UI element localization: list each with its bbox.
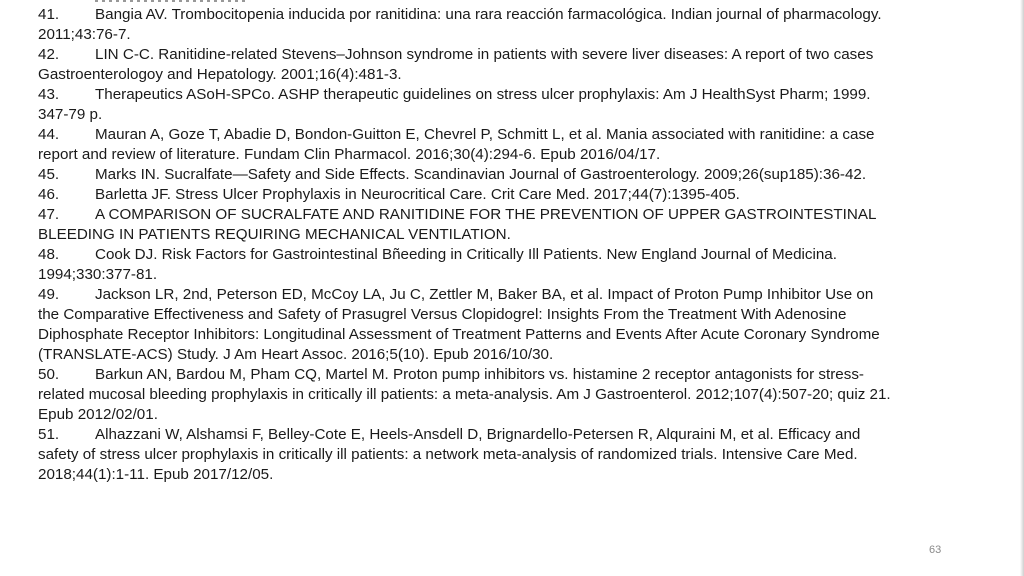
reference-item: [38, 285, 898, 365]
reference-number: 48.: [38, 246, 60, 263]
reference-number: 50.: [38, 366, 60, 383]
reference-item: [38, 85, 898, 125]
reference-item: [38, 365, 898, 425]
reference-number: 42.: [38, 46, 60, 63]
reference-list: [38, 5, 898, 485]
reference-text: Therapeutics ASoH-SPCo. ASHP therapeutic guidelines on stress ulcer prophylaxis: Am J HealthSyst Pharm; 1999. 347-79 p.: [38, 86, 871, 123]
reference-text: Jackson LR, 2nd, Peterson ED, McCoy LA, Ju C, Zettler M, Baker BA, et al. Impact of Proton Pump Inhibitor Use on the Comparative Effectiveness and Safety of Prasugrel Versus Clopidogrel: Insights From the Treatment With Adenosine Diphosphate Receptor Inhibitors: Longitudinal Assessment of Treatment Patterns and Events After Acute Coronary Syndrome (TRANSLATE-ACS) Study. J Am Heart Assoc. 2016;5(10). Epub 2016/10/30.: [38, 286, 880, 363]
reference-number: 45.: [38, 166, 60, 183]
reference-item: [38, 165, 898, 185]
reference-text: Alhazzani W, Alshamsi F, Belley-Cote E, Heels-Ansdell D, Brignardello-Petersen R, Alquraini M, et al. Efficacy and safety of stress ulcer prophylaxis in critically ill patients: a network meta-analysis of randomized trials. Intensive Care Med. 2018;44(1):1-11. Epub 2017/12/05.: [38, 426, 861, 483]
reference-number: 43.: [38, 86, 60, 103]
page-number: 63: [929, 544, 942, 556]
reference-item: [38, 5, 898, 45]
reference-text: LIN C-C. Ranitidine-related Stevens–Johnson syndrome in patients with severe liver diseases: A report of two cases Gastroenterologoy and Hepatology. 2001;16(4):481-3.: [38, 46, 874, 83]
reference-text: Cook DJ. Risk Factors for Gastrointestinal Bñeeding in Critically Ill Patients. New England Journal of Medicina. 1994;330:377-81.: [38, 246, 837, 283]
reference-item: [38, 245, 898, 285]
reference-text: A COMPARISON OF SUCRALFATE AND RANITIDINE FOR THE PREVENTION OF UPPER GASTROINTESTINAL BLEEDING IN PATIENTS REQUIRING MECHANICAL VENTILATION.: [38, 206, 876, 243]
reference-number: 41.: [38, 6, 60, 23]
reference-item: [38, 185, 898, 205]
reference-number: 47.: [38, 206, 60, 223]
reference-item: [38, 425, 898, 485]
reference-item: [38, 45, 898, 85]
reference-number: 51.: [38, 426, 60, 443]
reference-text: Bangia AV. Trombocitopenia inducida por ranitidina: una rara reacción farmacológica. Indian journal of pharmacology. 2011;43:76-7.: [38, 6, 882, 43]
reference-number: 44.: [38, 126, 60, 143]
reference-number: 46.: [38, 186, 60, 203]
reference-text: Barletta JF. Stress Ulcer Prophylaxis in Neurocritical Care. Crit Care Med. 2017;44(7):1395-405.: [95, 186, 740, 203]
reference-text: Barkun AN, Bardou M, Pham CQ, Martel M. Proton pump inhibitors vs. histamine 2 receptor antagonists for stress-related mucosal bleeding prophylaxis in critically ill patients: a meta-analysis. Am J Gastroenterol. 2012;107(4):507-20; quiz 21. Epub 2012/02/01.: [38, 366, 891, 423]
reference-item: [38, 125, 898, 165]
reference-item: [38, 205, 898, 245]
reference-text: Marks IN. Sucralfate—Safety and Side Effects. Scandinavian Journal of Gastroenterology. 2009;26(sup185):36-42.: [95, 166, 867, 183]
reference-number: 49.: [38, 286, 60, 303]
slide-edge-shadow: [1020, 0, 1024, 576]
reference-text: Mauran A, Goze T, Abadie D, Bondon-Guitton E, Chevrel P, Schmitt L, et al. Mania associated with ranitidine: a case report and review of literature. Fundam Clin Pharmacol. 2016;30(4):294-6. Epub 2016/04/17.: [38, 126, 875, 163]
cropped-text-fragment: [95, 0, 245, 2]
